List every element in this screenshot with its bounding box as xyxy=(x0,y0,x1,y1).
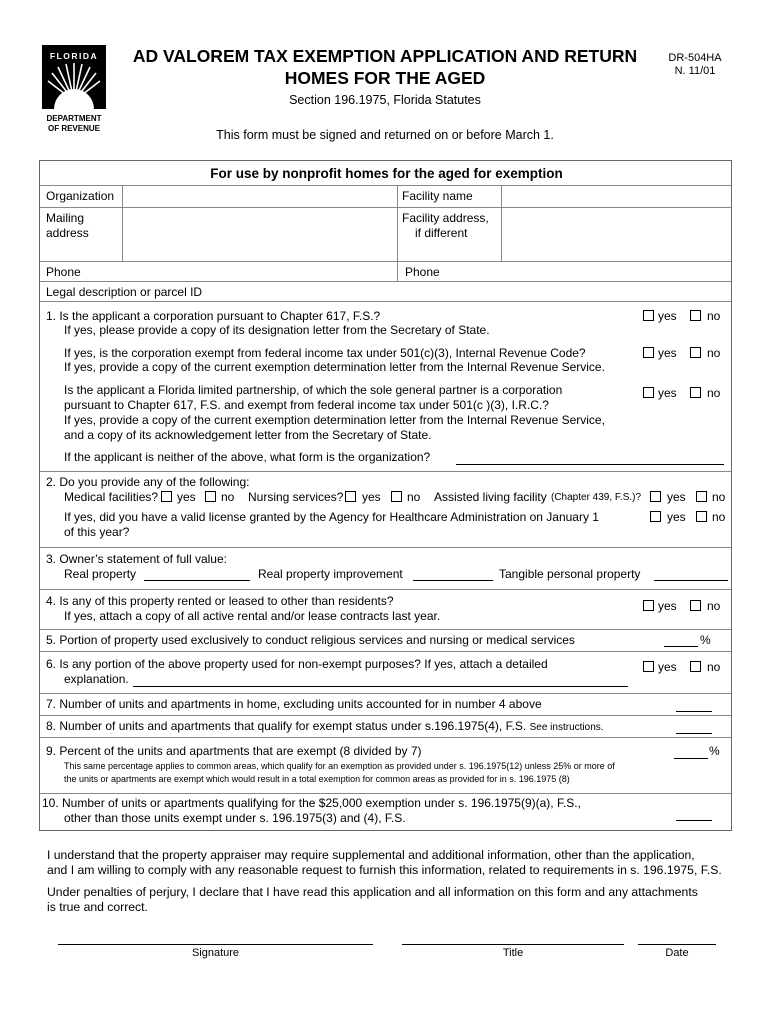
q1-line-c1: Is the applicant a Florida limited partnership, of which the sole general partner is a corporation xyxy=(64,383,563,397)
q1a-no-label: no xyxy=(707,309,721,323)
q3-real-property-label: Real property xyxy=(64,567,137,581)
facility-address-input[interactable] xyxy=(504,209,729,259)
q1-line-b2: If yes, provide a copy of the current exemption determination letter from the Internal Revenue Service. xyxy=(64,360,605,374)
q3-tangible-line[interactable] xyxy=(654,580,728,581)
q1-line-c4: and a copy of its acknowledgement letter from the Secretary of State. xyxy=(64,428,432,442)
q2-license-no-label: no xyxy=(712,510,726,524)
q2-nursing-yes-label: yes xyxy=(362,490,381,504)
q2-nursing-yes-checkbox[interactable] xyxy=(345,491,356,502)
form-revision: N. 11/01 xyxy=(674,65,716,77)
q2-license-line2: of this year? xyxy=(64,525,130,539)
q3-real-property-line[interactable] xyxy=(144,580,250,581)
q9-percent-sign: % xyxy=(709,744,720,758)
declaration-p1-line2: and I am willing to comply with any reasonable request to furnish this information, related to requirements in s. 196.1975, F.S. xyxy=(47,863,722,877)
q1a-no-checkbox[interactable] xyxy=(690,310,701,321)
declaration-p1-line1: I understand that the property appraiser may require supplemental and additional information, other than the application, xyxy=(47,848,695,862)
legal-description-label: Legal description or parcel ID xyxy=(46,285,203,299)
q2-nursing-no-checkbox[interactable] xyxy=(391,491,402,502)
q10-line2: other than those units exempt under s. 196.1975(3) and (4), F.S. xyxy=(64,811,406,825)
facility-name-input[interactable] xyxy=(504,186,729,206)
phone-label-right: Phone xyxy=(405,265,440,279)
q7-units-line[interactable] xyxy=(676,711,712,712)
q4-yes-label: yes xyxy=(658,599,677,613)
q1a-yes-checkbox[interactable] xyxy=(643,310,654,321)
q2-nursing-label: Nursing services? xyxy=(248,490,344,504)
title-line[interactable] xyxy=(402,944,624,945)
form-number-code: DR-504HA xyxy=(668,52,722,64)
q3-improvement-label: Real property improvement xyxy=(258,567,403,581)
q2-license-yes-label: yes xyxy=(667,510,686,524)
q4-yes-checkbox[interactable] xyxy=(643,600,654,611)
q2-medical-no-checkbox[interactable] xyxy=(205,491,216,502)
q6-line1: 6. Is any portion of the above property used for non-exempt purposes? If yes, attach a detailed xyxy=(46,657,548,671)
facility-address-label-1: Facility address, xyxy=(402,211,489,225)
date-line[interactable] xyxy=(638,944,716,945)
q6-yes-checkbox[interactable] xyxy=(643,661,654,672)
logo-top-text: FLORIDA xyxy=(49,51,99,61)
q4-line2: If yes, attach a copy of all active rental and/or lease contracts last year. xyxy=(64,609,441,623)
q2-license-line1: If yes, did you have a valid license granted by the Agency for Healthcare Administration on January 1 xyxy=(64,510,599,524)
q8-see-instructions: See instructions. xyxy=(529,722,604,733)
mailing-address-label-2: address xyxy=(46,226,89,240)
organization-input[interactable] xyxy=(128,186,395,206)
q2-nursing-no-label: no xyxy=(407,490,421,504)
q6-no-checkbox[interactable] xyxy=(690,661,701,672)
signature-label: Signature xyxy=(191,947,240,959)
q6-yes-label: yes xyxy=(658,660,677,674)
q9-note1: This same percentage applies to common areas, which qualify for an exemption as provided under s. 196.1975(12) unless 25% or more of xyxy=(64,761,615,771)
q1-line-d1: If the applicant is neither of the above, what form is the organization? xyxy=(64,450,431,464)
q2-assisted-no-label: no xyxy=(712,490,726,504)
statute-reference: Section 196.1975, Florida Statutes xyxy=(289,93,481,107)
deadline-notice: This form must be signed and returned on or before March 1. xyxy=(216,128,554,142)
q1c-yes-checkbox[interactable] xyxy=(643,387,654,398)
q2-assisted-no-checkbox[interactable] xyxy=(696,491,707,502)
q1c-yes-label: yes xyxy=(658,386,677,400)
mailing-address-input[interactable] xyxy=(128,209,395,259)
q8-units-line[interactable] xyxy=(676,733,712,734)
q1c-no-label: no xyxy=(707,386,721,400)
declaration-p2-line1: Under penalties of perjury, I declare that I have read this application and all information on this form and any attachments xyxy=(47,885,698,899)
form-title-line1: AD VALOREM TAX EXEMPTION APPLICATION AND RETURN xyxy=(132,46,638,66)
q2-assisted-label: Assisted living facility xyxy=(434,490,547,504)
q2-assisted-ref: (Chapter 439, F.S.)? xyxy=(551,492,642,503)
q2-license-no-checkbox[interactable] xyxy=(696,511,707,522)
declaration-p2-line2: is true and correct. xyxy=(47,900,148,914)
q3-tangible-label: Tangible personal property xyxy=(499,567,641,581)
title-label: Title xyxy=(502,947,524,959)
form-heading: For use by nonprofit homes for the aged for exemption xyxy=(210,166,563,181)
q1-line-a2: If yes, please provide a copy of its designation letter from the Secretary of State. xyxy=(64,323,490,337)
logo-bottom-text-1: DEPARTMENT xyxy=(46,114,102,123)
date-label: Date xyxy=(665,947,689,959)
q5-line1: 5. Portion of property used exclusively to conduct religious services and nursing or medical services xyxy=(46,633,575,647)
signature-line[interactable] xyxy=(58,944,373,945)
q4-no-checkbox[interactable] xyxy=(690,600,701,611)
form-number xyxy=(660,52,730,78)
florida-dor-logo xyxy=(42,45,106,135)
q4-no-label: no xyxy=(707,599,721,613)
q1a-yes-label: yes xyxy=(658,309,677,323)
q9-line1: 9. Percent of the units and apartments that are exempt (8 divided by 7) xyxy=(46,744,422,758)
q2-medical-label: Medical facilities? xyxy=(64,490,159,504)
q1-organization-form-line[interactable] xyxy=(456,464,724,465)
q3-improvement-line[interactable] xyxy=(413,580,493,581)
facility-address-label-2: if different xyxy=(415,226,468,240)
mailing-address-label-1: Mailing xyxy=(46,211,85,225)
q2-line1: 2. Do you provide any of the following: xyxy=(46,475,250,489)
organization-label: Organization xyxy=(46,189,115,203)
application-form xyxy=(39,160,732,831)
q4-line1: 4. Is any of this property rented or leased to other than residents? xyxy=(46,594,394,608)
q2-assisted-yes-checkbox[interactable] xyxy=(650,491,661,502)
q5-percent-line[interactable] xyxy=(664,646,698,647)
q9-note2: the units or apartments are exempt which would result in a total exemption for common areas as provided for in s. 196.1975 (8) xyxy=(64,774,570,784)
q2-medical-no-label: no xyxy=(221,490,235,504)
q1b-yes-label: yes xyxy=(658,346,677,360)
q1b-yes-checkbox[interactable] xyxy=(643,347,654,358)
q10-units-line[interactable] xyxy=(676,820,712,821)
q1-line-c2: pursuant to Chapter 617, F.S. and exempt from federal income tax under 501(c )(3), I.R.C.? xyxy=(64,398,549,412)
phone-label-left: Phone xyxy=(46,265,81,279)
form-title-line2: HOMES FOR THE AGED xyxy=(284,68,486,88)
q2-assisted-yes-label: yes xyxy=(667,490,686,504)
logo-bottom-text-2: OF REVENUE xyxy=(47,124,101,133)
q1c-no-checkbox[interactable] xyxy=(690,387,701,398)
q5-percent-sign: % xyxy=(700,633,711,647)
q8-text: 8. Number of units and apartments that qualify for exempt status under s.196.1975(4), F.S. xyxy=(46,719,527,733)
q2-medical-yes-label: yes xyxy=(177,490,196,504)
q6-no-label: no xyxy=(707,660,721,674)
q6-explanation-line[interactable] xyxy=(133,686,628,687)
q1b-no-checkbox[interactable] xyxy=(690,347,701,358)
q7-line1: 7. Number of units and apartments in home, excluding units accounted for in number 4 above xyxy=(46,697,542,711)
q2-license-yes-checkbox[interactable] xyxy=(650,511,661,522)
q3-line1: 3. Owner’s statement of full value: xyxy=(46,552,227,566)
q6-line2: explanation. xyxy=(64,672,129,686)
facility-name-label: Facility name xyxy=(402,189,473,203)
q1-line-a1: 1. Is the applicant a corporation pursuant to Chapter 617, F.S.? xyxy=(46,309,381,323)
q1-line-b1: If yes, is the corporation exempt from federal income tax under 501(c)(3), Internal Revenue Code? xyxy=(64,346,586,360)
q10-line1: 10. Number of units or apartments qualifying for the $25,000 exemption under s. 196.1975(9)(a), F.S., xyxy=(42,796,581,810)
q1-line-c3: If yes, provide a copy of the current exemption determination letter from the Internal Revenue Service, xyxy=(64,413,605,427)
q2-medical-yes-checkbox[interactable] xyxy=(161,491,172,502)
q9-percent-line[interactable] xyxy=(674,758,708,759)
q8-line1 xyxy=(46,719,604,735)
q1b-no-label: no xyxy=(707,346,721,360)
